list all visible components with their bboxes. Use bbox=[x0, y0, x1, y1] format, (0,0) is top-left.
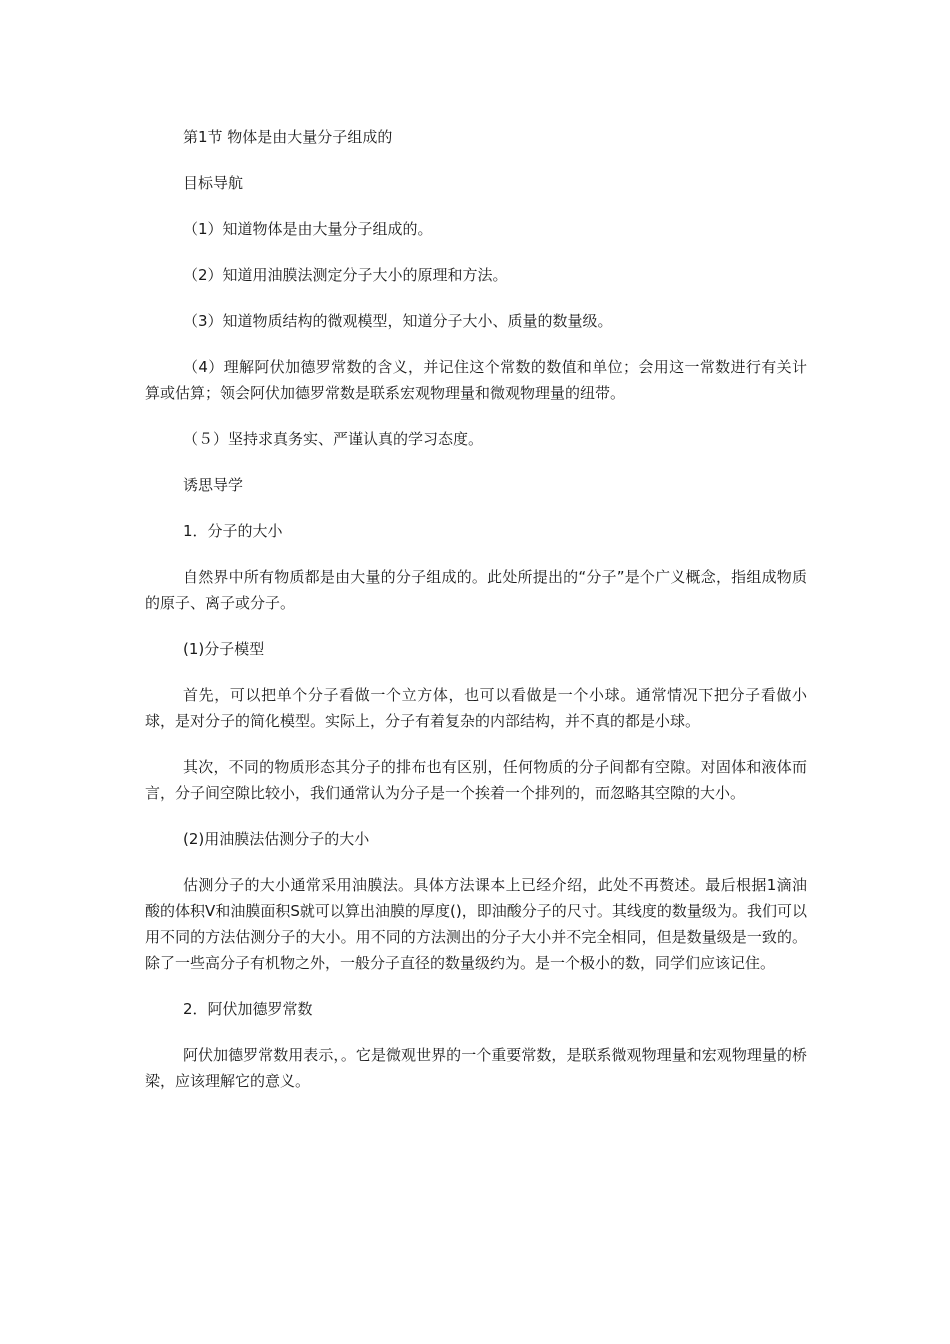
body-paragraph: 自然界中所有物质都是由大量的分子组成的。此处所提出的“分子”是个广义概念，指组成物质的原子、离子或分子。 bbox=[145, 568, 807, 612]
body-paragraph: 其次，不同的物质形态其分子的排布也有区别，任何物质的分子间都有空隙。对固体和液体而言，分子间空隙比较小，我们通常认为分子是一个挨着一个排列的，而忽略其空隙的大小。 bbox=[145, 758, 807, 802]
goal-item-3: （3）知道物质结构的微观模型，知道分子大小、质量的数量级。 bbox=[183, 312, 613, 330]
section-title: 第1节 物体是由大量分子组成的 bbox=[183, 128, 393, 146]
goal-item-2: （2）知道用油膜法测定分子大小的原理和方法。 bbox=[183, 266, 508, 284]
heading-oil-film-method: (2)用油膜法估测分子的大小 bbox=[183, 830, 370, 848]
body-paragraph: 估测分子的大小通常采用油膜法。具体方法课本上已经介绍，此处不再赘述。最后根据1滴油酸的体积V和油膜面积S就可以算出油膜的厚度()，即油酸分子的尺寸。其线度的数量级为。我们可以用不同的方法估测分子的大小。用不同的方法测出的分子大小并不完全相同，但是数量级是一致的。除了一些高分子有机物之外，一般分子直径的数量级约为。是一个极小的数，同学们应该记住。 bbox=[145, 876, 807, 972]
document-body bbox=[145, 124, 807, 1114]
heading-avogadro-constant: 2．阿伏加德罗常数 bbox=[183, 1000, 313, 1018]
goal-item-4: （4）理解阿伏加德罗常数的含义，并记住这个常数的数值和单位；会用这一常数进行有关计算或估算；领会阿伏加德罗常数是联系宏观物理量和微观物理量的纽带。 bbox=[145, 358, 807, 402]
subheading-goals: 目标导航 bbox=[183, 174, 244, 192]
goal-item-1: （1）知道物体是由大量分子组成的。 bbox=[183, 220, 433, 238]
heading-molecule-model: (1)分子模型 bbox=[183, 640, 265, 658]
heading-molecule-size: 1．分子的大小 bbox=[183, 522, 283, 540]
body-paragraph: 首先，可以把单个分子看做一个立方体，也可以看做是一个小球。通常情况下把分子看做小球，是对分子的简化模型。实际上，分子有着复杂的内部结构，并不真的都是小球。 bbox=[145, 686, 807, 730]
subheading-guided-study: 诱思导学 bbox=[183, 476, 244, 494]
body-paragraph: 阿伏加德罗常数用表示，。它是微观世界的一个重要常数，是联系微观物理量和宏观物理量的桥梁，应该理解它的意义。 bbox=[145, 1046, 807, 1090]
goal-item-5: （５）坚持求真务实、严谨认真的学习态度。 bbox=[183, 430, 484, 448]
